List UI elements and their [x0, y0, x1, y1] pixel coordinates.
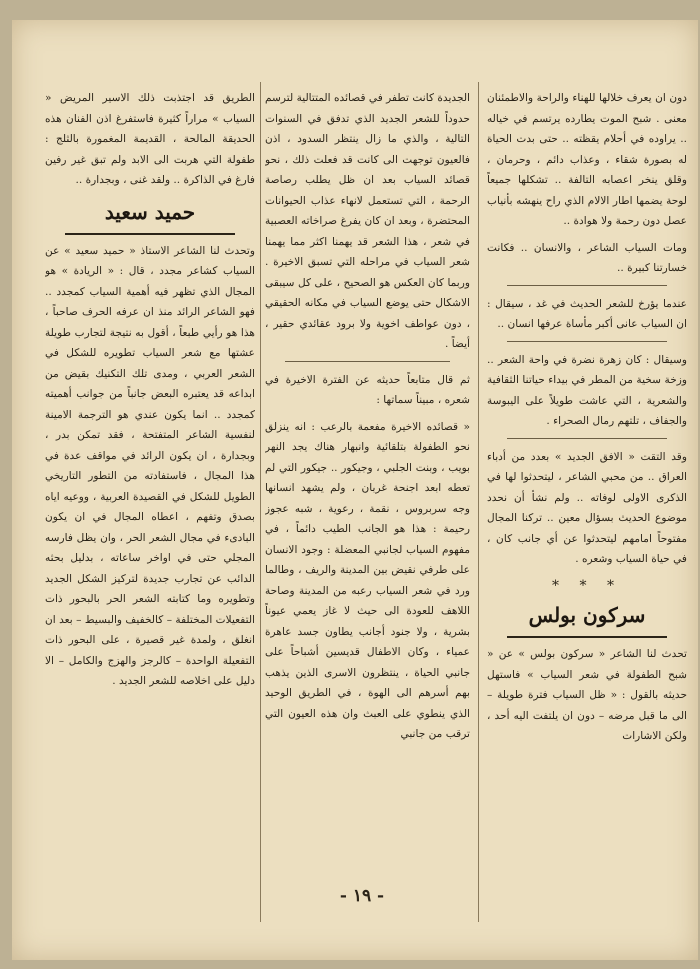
paragraph: دون ان يعرف خلالها للهناء والراحة والاطمئنان معنى . شبح الموت يطارده يرتسم في خياله .. يراوده في أحلام يقظته .. حتى بدت الحياة له بصورة شقاء ، وعذاب دائم ، وحرمان ، وقلق ينخر اعصابه التالفة .. تشكلها جميعاً لوحة يضمها اطار الالام الذي راح ينهشه بأنياب عصل دون رحمة ولا هوادة .. [487, 92, 687, 227]
page-number: - ١٩ - [339, 886, 385, 906]
separator-rule [507, 438, 667, 439]
paragraph: الطريق قد اجتذبت ذلك الاسير المريض « السياب » مراراً كثيرة فاستفرغ اذن الفنان هذه الحديقة المالحة ، القديمة المغمورة بالثلج : طفولة التي هربت الى الابد ولم تبق غير رفين فارغ في الذاكرة .. ولقد غنى ، وبجدارة .. [45, 92, 255, 186]
paragraph: وسيقال : كان زهرة نضرة في واحة الشعر .. وزخة سخية من المطر في بيداء حياتنا الثقافية والشعرية ، التي عاشت طويلاً على اليبوسة والجفاف ، تلتهم رمال الصحراء . [487, 353, 687, 427]
heading-underline [507, 636, 667, 638]
middle-column [265, 88, 470, 910]
column-divider [260, 82, 261, 922]
paragraph: ثم قال متابعاً حديثه عن الفترة الاخيرة في شعره ، مبيناً سماتها : [265, 373, 470, 406]
separator-rule [285, 361, 450, 362]
paragraph: وقد التقت « الافق الجديد » بعدد من أدباء العراق .. من محبي الشاعر ، ليتحدثوا لها في الذكرى الاولى لوفاته .. ولم نشأ أن نحدد موضوع الحديث بسؤال معين .. تركنا المجال مفتوحاً امامهم ليتحدثوا عن أي جانب كان ، في حياة السياب وشعره . [487, 450, 687, 565]
right-column [487, 88, 687, 910]
magazine-page [12, 20, 698, 960]
section-stars: * * * [552, 577, 622, 594]
paragraph: الجديدة كانت تطفر في قصائده المتتالية لترسم حدوداً للشعر الجديد الذي تدفق في السنوات التالية ، والذي ما زال ينتظر السدود ، اذن فالعيون توجهت الى كانت قد فعلت ذلك ، نحو قصائد السياب بعد ان ظل يطلب رصاصة الرحمة ، التي تستعمل لانهاء عذاب الحيوانات المحتضرة ، وبعد ان كان يفرغ صراخاته العصبية في شعر ، هذا الشعر قد يهمنا اكثر مما يهمنا شعر السياب في مراحله التي تسبق الاخيرة . وربما كان العكس هو الصحيح ، على كل سيبقى الاشكال حتى يوضع السياب في مكانه الحقيقي ، دون عواطف اخوية ولا برود عقائدي حقير ، أيضاً . [265, 92, 470, 350]
column-divider [478, 82, 479, 922]
paragraph: « قصائده الاخيرة مفعمة بالرعب : انه ينزلق نحو الطفولة بتلقائية وانبهار هناك يجد النهر بويب ، وبنت الجلبي ، وجيكور .. جيكور التي لم تعطه ابعد اجنحة غربان ، ولم يشهد انسانها وجه سربروس ، نقمة ، رعوية ، شبه عجوز رحيمة : هذا هو الجانب الطيب دائماً ، في مفهوم السياب لجانبي المعضلة : وجود الانسان على طرفي نقيض بين المدينة والريف ، وطالما ورد في شعر السياب رعبه من المدينة وصاحة اللاهف للعودة الى حيث لا غاز يعمي عيوناً بشرية ، ولا جنود أجانب يطاون جسد عاهرة عمياء ، وكان الاطفال قديسين أشباحاً على جانبي الحياة ، ينتظرون الاسرى الذين يذهب بهم أسرهم الى الهوة ، في الطريق الوحيد الذي ينطوي على العبث وان هذه العيون التي ترقب من جانبي [265, 420, 470, 740]
section-heading-hameed-saeed: حميد سعيد [104, 199, 196, 224]
paragraph: وتحدث لنا الشاعر الاستاذ « حميد سعيد » عن السياب كشاعر مجدد ، قال : « الريادة » هو المجال الذي تظهر فيه أهمية السياب كمجدد .. فهو الشاعر الرائد منذ ان عرفه الحرف صاحباً ، هذا هو رأيي طبعاً ، أقول به نتيجة لتجارب طويلة عشتها مع شعر السياب تطويره للشكل في الشعر العربي ، ومدى تلك التكنيك بقيض من ابداعه قد يعتبره البعض جانباً من جوانب أهميته كمجدد .. انما يكون عندي هو الترجمة الامينة لنفسية الشاعر المتفتحة ، فقد تمكن بدر ، وبجدارة ، ان يكون الرائد في مواقف عدة في هذا المجال ، فاستفادته من التطور التاريخي الطويل للشكل في القصيدة العربية ، ووعيه اياه بصدق وتفهم ، اعطاه المجال في ان يكون البادىء في مجال الشعر الحر ، وان يظل فارسه المجلي حتى في اواخر ساعاته ، بدليل بحثه الدائب عن تجارب جديدة لتركيز الشكل الجديد وتطويره وما كتابته الشعر الحر بالبحور ذات التفعيلات المختلفة – كالخفيف والبسيط – بعد ان انغلق ، ولمدة غير قصيرة ، على البحور ذات التفعيلة الواحدة – كالرجز والهزج والكامل – الا دليل على اخلاصه للشعر الجديد . [45, 244, 255, 687]
left-column [45, 88, 255, 910]
heading-underline [65, 233, 235, 235]
separator-rule [507, 285, 667, 286]
paragraph: تحدث لنا الشاعر « سركون بولس » عن « شبح الطفولة في شعر السياب » فاستهل حديثه بالقول : « ظل السياب فترة طويلة – الى ما قبل مرضه – دون ان يلتفت اليه أحد ، ولكن الاشارات [487, 648, 687, 742]
paragraph: ومات السياب الشاعر ، والانسان .. فكانت خسارتنا كبيرة .. [487, 241, 687, 274]
separator-rule [507, 341, 667, 342]
paragraph: عندما يؤرخ للشعر الحديث في غد ، سيقال : ان السياب عانى أكبر مأساة عرفها انسان .. [487, 297, 687, 330]
section-heading-sargon-boulus: سركون بولس [528, 603, 646, 627]
